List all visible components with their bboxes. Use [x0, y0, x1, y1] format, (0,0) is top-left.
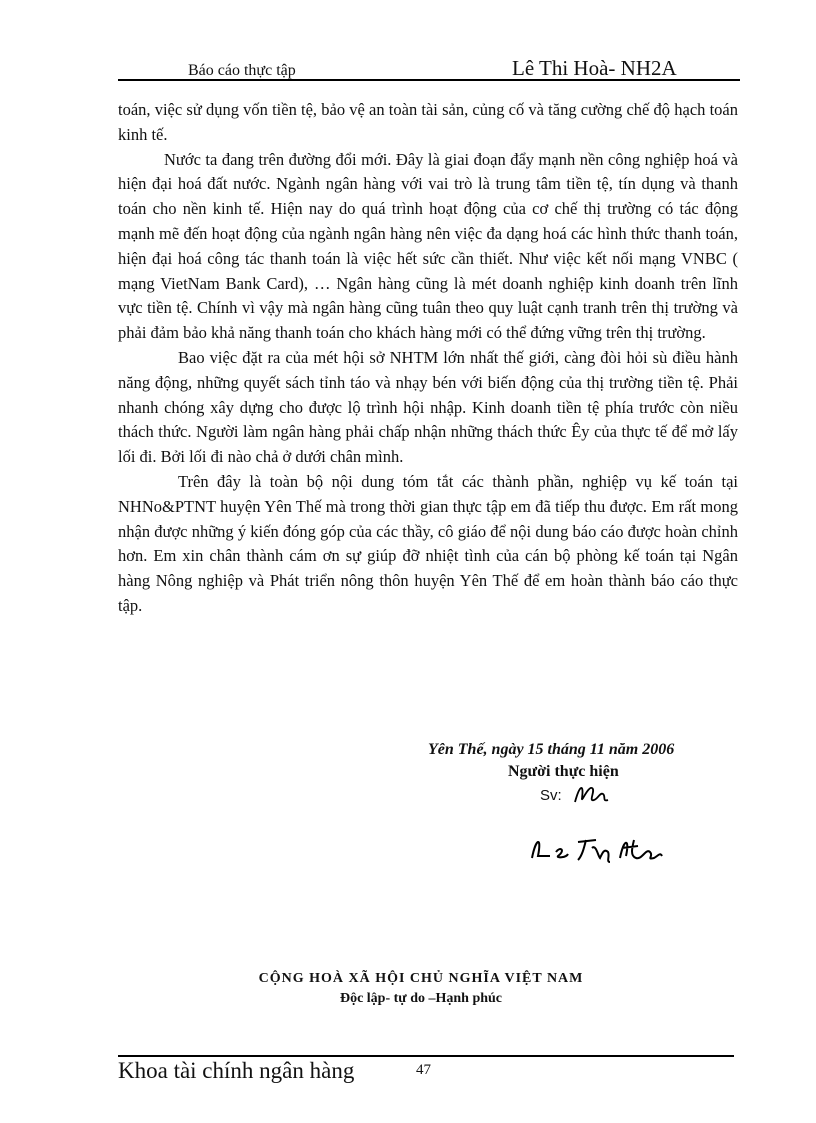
- national-motto: Độc lập- tự do –Hạnh phúc: [339, 991, 503, 1006]
- header-report-title: Báo cáo thực tập: [188, 62, 296, 79]
- national-title: CỘNG HOÀ XÃ HỘI CHỦ NGHĨA VIỆT NAM: [258, 971, 584, 986]
- footer-department: Khoa tài chính ngân hàng: [118, 1058, 355, 1083]
- header-divider: [118, 79, 740, 81]
- student-label: Sv:: [540, 787, 562, 804]
- paragraph: Bao việc đặt ra của mét hội sở NHTM lớn nhất thế giới, càng đòi hỏi sù điều hành năng động, những quyết sách tỉnh táo và nhạy bén với biến động của thị trường tiền tệ. Phải nhanh chóng xây dựng cho được lộ trình hội nhập. Kinh doanh tiền tệ phía trước còn niều thách thức. Người làm ngân hàng phải chấp nhận những thách thức Êy của thực tế để mở lấy lối đi. Bởi lối đi nào chả ở dưới chân mình.: [118, 347, 738, 467]
- body-text: [118, 98, 738, 619]
- handwritten-signature-short: [572, 780, 612, 815]
- paragraph: Nước ta đang trên đường đổi mới. Đây là giai đoạn đẩy mạnh nền công nghiệp hoá và hiện đại hoá đất nước. Ngành ngân hàng với vai trò là trung tâm tiền tệ, tín dụng và thanh toán cho nền kinh tế. Hiện nay do quá trình hoạt động của cơ chế thị trường có tác động mạnh mẽ đến hoạt động của ngành ngân hàng nên việc đa dạng hoá các hình thức thanh toán, hiện đại hoá công tác thanh toán là việc hết sức cần thiết. Như việc kết nối mạng VNBC ( mạng VietNam Bank Card), … Ngân hàng cũng là mét doanh nghiệp kinh doanh trên lĩnh vực tiền tệ. Chính vì vậy mà ngân hàng cũng tuân theo quy luật cạnh tranh trên thị trường và phải đảm bảo khả năng thanh toán cho khách hàng mới có thể đứng vững trên thị trường.: [118, 149, 738, 343]
- handwritten-signature-full: [526, 832, 666, 874]
- paragraph: toán, việc sử dụng vốn tiền tệ, bảo vệ an toàn tài sản, củng cố và tăng cường chế độ hạch toán kinh tế.: [118, 100, 738, 144]
- header-author: Lê Thi Hoà- NH2A: [512, 56, 677, 80]
- place-date: Yên Thế, ngày 15 tháng 11 năm 2006: [428, 741, 675, 758]
- paragraph: Trên đây là toàn bộ nội dung tóm tắt các thành phần, nghiệp vụ kế toán tại NHNo&PTNT huyện Yên Thế mà trong thời gian thực tập em đã tiếp thu được. Em rất mong nhận được những ý kiến đóng góp của các thầy, cô giáo để nội dung báo cáo được hoàn chỉnh hơn. Em xin chân thành cám ơn sự giúp đỡ nhiệt tình của cán bộ phòng kế toán tại Ngân hàng Nông nghiệp và Phát triển nông thôn huyện Yên Thế để em hoàn thành báo cáo thực tập.: [118, 471, 738, 615]
- performer-label: Người thực hiện: [508, 763, 619, 780]
- page-number: 47: [416, 1062, 431, 1078]
- signature-scribble-icon: [572, 780, 612, 808]
- signature-full-scribble-icon: [526, 832, 666, 866]
- footer-divider: [118, 1055, 734, 1057]
